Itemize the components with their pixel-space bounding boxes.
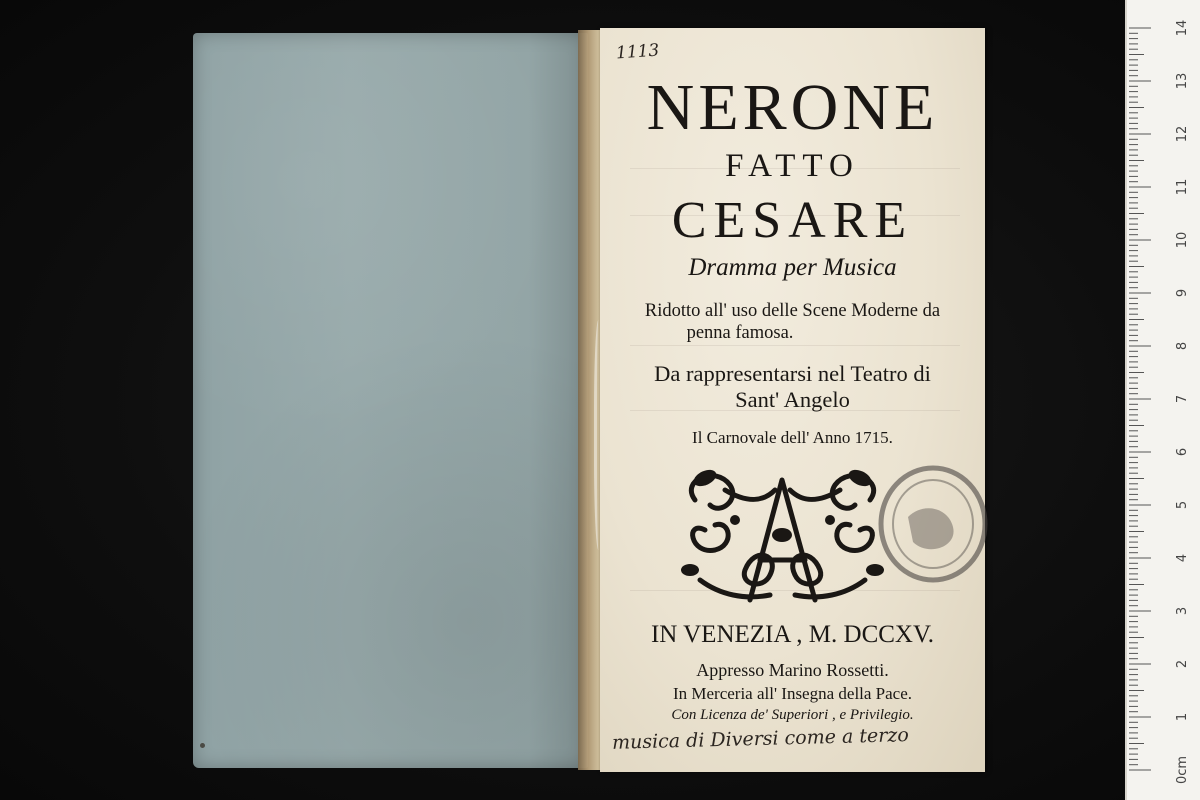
blue-paper-cover xyxy=(193,33,588,768)
ruler-label: 2 xyxy=(1175,659,1190,669)
ruler-label: 0cm xyxy=(1175,755,1190,785)
genre-line: Dramma per Musica xyxy=(688,254,897,281)
title-fatto: FATTO xyxy=(725,148,860,184)
handwritten-note: musica di Diversi come a terzo xyxy=(611,724,910,754)
shelfmark: 1113 xyxy=(615,40,660,64)
ruler-label: 4 xyxy=(1175,553,1190,563)
ruler-label: 5 xyxy=(1175,500,1190,510)
ruler-label: 3 xyxy=(1175,606,1190,616)
ruler-label: 1 xyxy=(1175,712,1190,722)
venue-line-2: Sant' Angelo xyxy=(735,387,850,412)
ruler-label: 14 xyxy=(1175,19,1190,37)
venue-line-1: Da rappresentarsi nel Teatro di xyxy=(654,361,931,386)
show-through-line xyxy=(630,345,960,352)
ruler-label: 6 xyxy=(1175,447,1190,457)
season-line: Il Carnovale dell' Anno 1715. xyxy=(692,428,893,447)
ruler-label: 12 xyxy=(1175,125,1190,143)
measuring-ruler xyxy=(1125,0,1200,800)
printer-line: Appresso Marino Rossetti. xyxy=(696,660,889,680)
ruler-label: 13 xyxy=(1175,72,1190,90)
library-stamp xyxy=(868,462,990,587)
adaptation-line-1: Ridotto all' uso delle Scene Moderne da xyxy=(644,301,941,321)
ruler-label: 9 xyxy=(1175,288,1190,298)
ruler-scale xyxy=(1127,0,1200,800)
ruler-label: 11 xyxy=(1175,178,1190,196)
imprint-city-year: IN VENEZIA , M. DCCXV. xyxy=(650,621,935,648)
ruler-label: 10 xyxy=(1175,231,1190,249)
license-line: Con Licenza de' Superiori , e Privilegio. xyxy=(671,707,914,723)
ruler-label: 7 xyxy=(1175,394,1190,404)
adaptation-line-2: penna famosa. xyxy=(686,323,794,343)
title-nerone: NERONE xyxy=(646,71,939,144)
printer-address-line: In Merceria all' Insegna della Pace. xyxy=(672,684,913,703)
ruler-label: 8 xyxy=(1175,341,1190,351)
printers-ornament xyxy=(675,460,890,610)
cover-speck xyxy=(200,743,205,748)
title-cesare: CESARE xyxy=(671,192,914,249)
